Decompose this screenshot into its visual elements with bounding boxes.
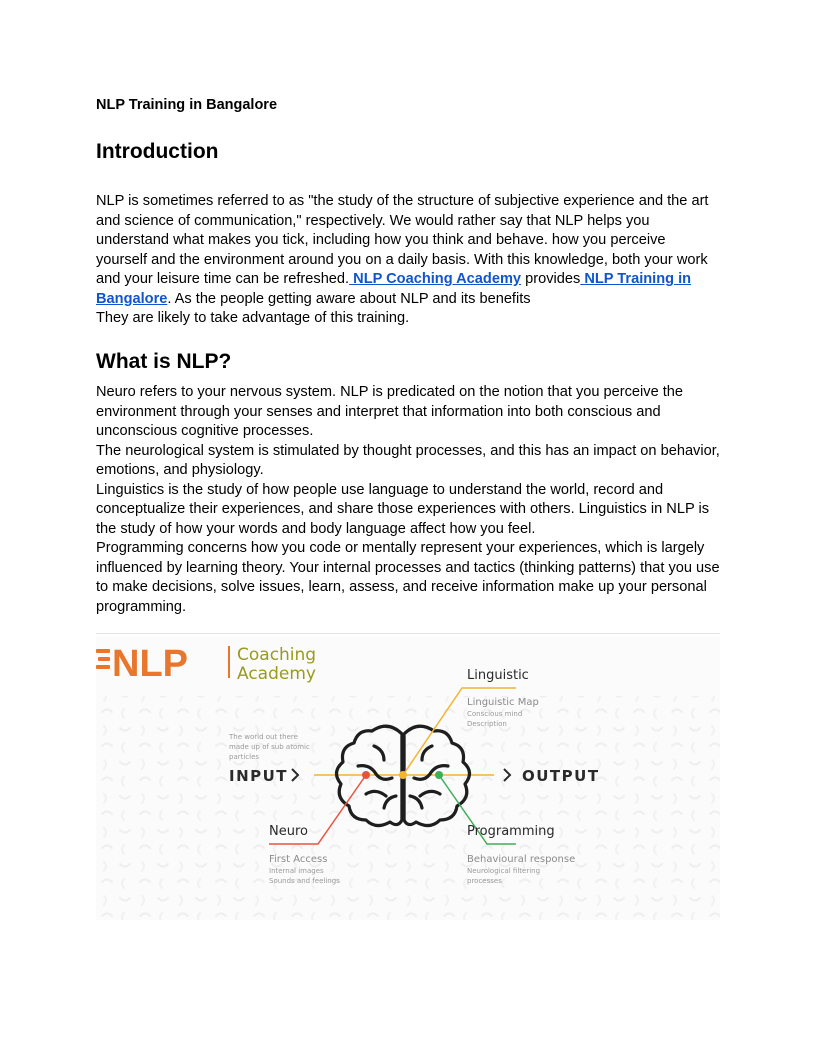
neuro-desc-2: Sounds and feelings [269,877,340,885]
linguistic-subtitle: Linguistic Map [467,697,539,708]
programming-desc-1: Neurological filtering [467,867,541,875]
neuro-title: Neuro [269,824,308,839]
programming-title: Programming [467,824,555,839]
introduction-paragraph [96,192,720,309]
document-title: NLP Training in Bangalore [96,97,278,113]
programming-desc-2: processes [467,877,502,885]
what-is-nlp-section [96,383,720,617]
neuro-paragraph: Neuro refers to your nervous system. NLP is predicated on the notion that you perceive the environment through your senses and interpret that information into both conscious and unconscious cognitive processes. [96,384,684,439]
nlp-training-bangalore-link[interactable]: NLP Training in Bangalore [96,271,692,307]
programming-paragraph: Programming concerns how you code or mentally represent your experiences, which is largely influenced by learning theory. Your internal processes and tactics (thinking patterns) that you use to make decisions, solve issues, learn, assess, and receive information make up your personal programming. [96,540,720,615]
linguistic-title: Linguistic [467,668,529,683]
world-text-line-1: The world out there [229,733,298,741]
nlp-diagram-figure [96,636,720,920]
intro-text-2: provides [521,271,581,287]
logo-line-academy: Academy [237,664,316,684]
neurological-paragraph: The neurological system is stimulated by thought processes, and this has an impact on behavior, emotions, and physiology. [96,442,720,478]
logo-lines-icon [96,649,110,669]
figure-divider [96,633,720,634]
what-is-nlp-heading: What is NLP? [96,350,232,373]
nlp-diagram-svg [96,636,720,920]
linguistics-paragraph: Linguistics is the study of how people use language to understand the world, record and conceptualize their experiences, and share those experiences with others. Linguistics in NLP is the study of how your words and body language affect how you feel. [96,481,710,537]
world-text-line-2: made up of sub atomic [229,743,310,751]
linguistic-desc-2: Description [467,720,507,728]
intro-text-1: NLP is sometimes referred to as "the study of the structure of subjective experience and the art and science of communication," respectively. We would rather say that NLP helps you understand what makes you tick, including how you think and behave. how you perceive yourself and the environment around you on a daily basis. With this knowledge, both your work and your leisure time can be refreshed. [96,193,709,287]
intro-text-3: . As the people getting aware about NLP and its benefits [167,290,531,307]
world-text-line-3: particles [229,753,260,761]
neuro-desc-1: Internal images [269,867,324,875]
linguistic-dot [399,771,407,779]
input-label: INPUT [229,767,289,785]
logo-line-coaching: Coaching [237,645,317,665]
neuro-dot [362,771,370,779]
intro-closing-line: They are likely to take advantage of this training. [96,310,410,326]
introduction-heading: Introduction [96,140,219,163]
output-label: OUTPUT [522,767,600,785]
nlp-coaching-academy-link[interactable]: NLP Coaching Academy [349,271,522,287]
introduction-section [96,192,720,329]
programming-subtitle: Behavioural response [467,854,576,865]
logo-divider [228,646,230,678]
programming-dot [435,771,443,779]
neuro-subtitle: First Access [269,854,328,865]
linguistic-desc-1: Conscious mind [467,710,523,718]
logo-mark: NLP [112,643,188,685]
